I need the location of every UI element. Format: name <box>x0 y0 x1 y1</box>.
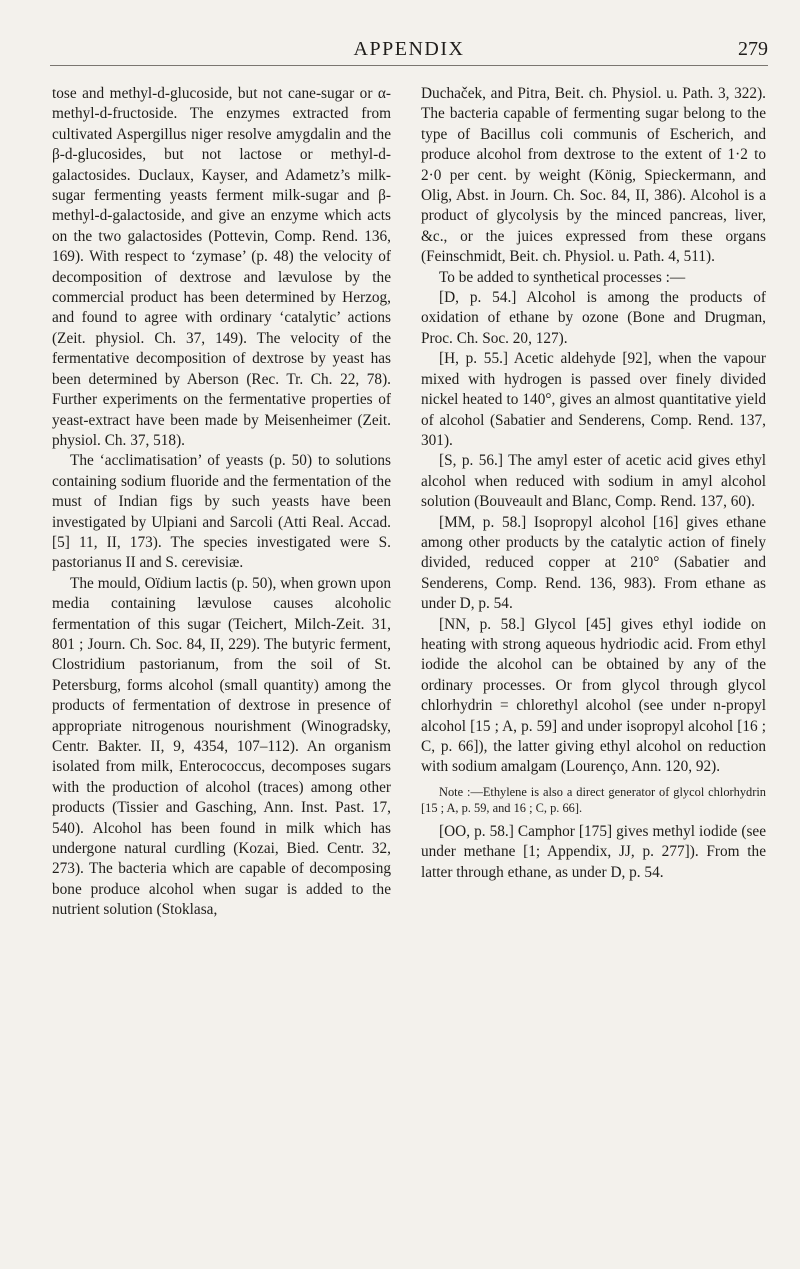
paragraph: [D, p. 54.] Alcohol is among the products of oxidation of ethane by ozone (Bone and Drugman, Proc. Ch. Soc. 20, 127). <box>421 289 766 347</box>
page-header <box>50 38 768 68</box>
left-column <box>52 84 391 921</box>
header-rule <box>50 65 768 66</box>
paragraph: [MM, p. 58.] Isopropyl alcohol [16] gives ethane among other products by the catalytic action of finely divided, reduced copper at 210° (Sabatier and Senderens, Comp. Rend. 136, 983). From ethane as under D, p. 54. <box>421 513 766 613</box>
footnote: Note :—Ethylene is also a direct generator of glycol chlorhydrin [15 ; A, p. 59, and 16 ; C, p. 66]. <box>421 784 766 815</box>
running-head: APPENDIX <box>353 38 465 60</box>
paragraph: [S, p. 56.] The amyl ester of acetic acid gives ethyl alcohol when reduced with sodium in amyl alcohol solution (Bouveault and Blanc, Comp. Rend. 137, 60). <box>421 452 766 511</box>
page-number: 279 <box>738 38 768 60</box>
right-column <box>421 84 766 883</box>
paragraph: [H, p. 55.] Acetic aldehyde [92], when the vapour mixed with hydrogen is passed over finely divided nickel heated to 140°, gives an almost quantitative yield of alcohol (Sabatier and Senderens, Comp. Rend. 137, 301). <box>421 350 766 449</box>
paragraph: The ‘acclimatisation’ of yeasts (p. 50) to solutions containing sodium fluoride and the fermentation of the must of Indian figs by such yeasts have been investigated by Ulpiani and Sarcoli (Atti Real. Accad. [5] 11, II, 173). The species investigated were S. pastorianus II and S. cerevisiæ. <box>52 452 391 572</box>
paragraph: tose and methyl-d-glucoside, but not cane-sugar or α-methyl-d-fructoside. The enzymes extracted from cultivated Aspergillus niger resolve amygdalin and the β-d-glucosides, but not lactose or methyl-d-galactosides. Duclaux, Kayser, and Adametz’s milk-sugar fermenting yeasts ferment milk-sugar and β-methyl-d-galactoside, and give an enzyme which acts on the two galactosides (Pottevin, Comp. Rend. 136, 169). With respect to ‘zymase’ (p. 48) the velocity of decomposition of dextrose and lævulose by the commercial product has been determined by Herzog, and found to agree with ordinary ‘catalytic’ actions (Zeit. physiol. Ch. 37, 149). The velocity of the fermentative decomposition of dextrose by yeast has been determined by Aberson (Rec. Tr. Ch. 22, 78). Further experiments on the fermentative properties of yeast-extract have been made by Meisenheimer (Zeit. physiol. Ch. 37, 518). <box>52 85 391 449</box>
paragraph: The mould, Oïdium lactis (p. 50), when grown upon media containing lævulose causes alcoholic fermentation of this sugar (Teichert, Milch-Zeit. 31, 801 ; Journ. Ch. Soc. 84, II, 229). The butyric ferment, Clostridium pastorianum, from the soil of St. Petersburg, forms alcohol (small quantity) among the products of fermentation of dextrose in presence of appropriate nitrogenous nourishment (Winogradsky, Centr. Bakter. II, 9, 4354, 107–112). An organism isolated from milk, Enterococcus, decomposes sugars with the production of alcohol (traces) among other products (Tissier and Gasching, Ann. Inst. Past. 17, 540). Alcohol has been found in milk which has undergone natural curdling (Kozai, Bied. Centr. 32, 273). The bacteria which are capable of decomposing bone produce alcohol when sugar is added to the nutrient solution (Stoklasa, <box>52 574 391 919</box>
paragraph: [NN, p. 58.] Glycol [45] gives ethyl iodide on heating with strong aqueous hydriodic acid. From ethyl iodide the alcohol can be obtained by any of the ordinary processes. Or from glycol through glycol chlorhydrin = chlorethyl alcohol (see under n-propyl alcohol [15 ; A, p. 59] and under isopropyl alcohol [16 ; C, p. 66]), the latter giving ethyl alcohol on reduction with sodium amalgam (Lourenço, Ann. 120, 92). <box>421 615 766 776</box>
paragraph: Duchaček, and Pitra, Beit. ch. Physiol. u. Path. 3, 322). The bacteria capable of fermenting sugar belong to the type of Bacillus coli communis of Escherich, and produce alcohol from dextrose to the extent of 1·2 to 2·0 per cent. by weight (König, Spieckermann, and Olig, Abst. in Journ. Ch. Soc. 84, II, 386). Alcohol is a product of glycolysis by the minced pancreas, liver, &c., or the juices expressed from these organs (Feinschmidt, Beit. ch. Physiol. u. Path. 4, 511). <box>421 85 766 266</box>
paragraph: To be added to synthetical processes :— <box>439 268 686 286</box>
paragraph: [OO, p. 58.] Camphor [175] gives methyl iodide (see under methane [1; Appendix, JJ, p. 277]). From the latter through ethane, as under D, p. 54. <box>421 822 766 881</box>
